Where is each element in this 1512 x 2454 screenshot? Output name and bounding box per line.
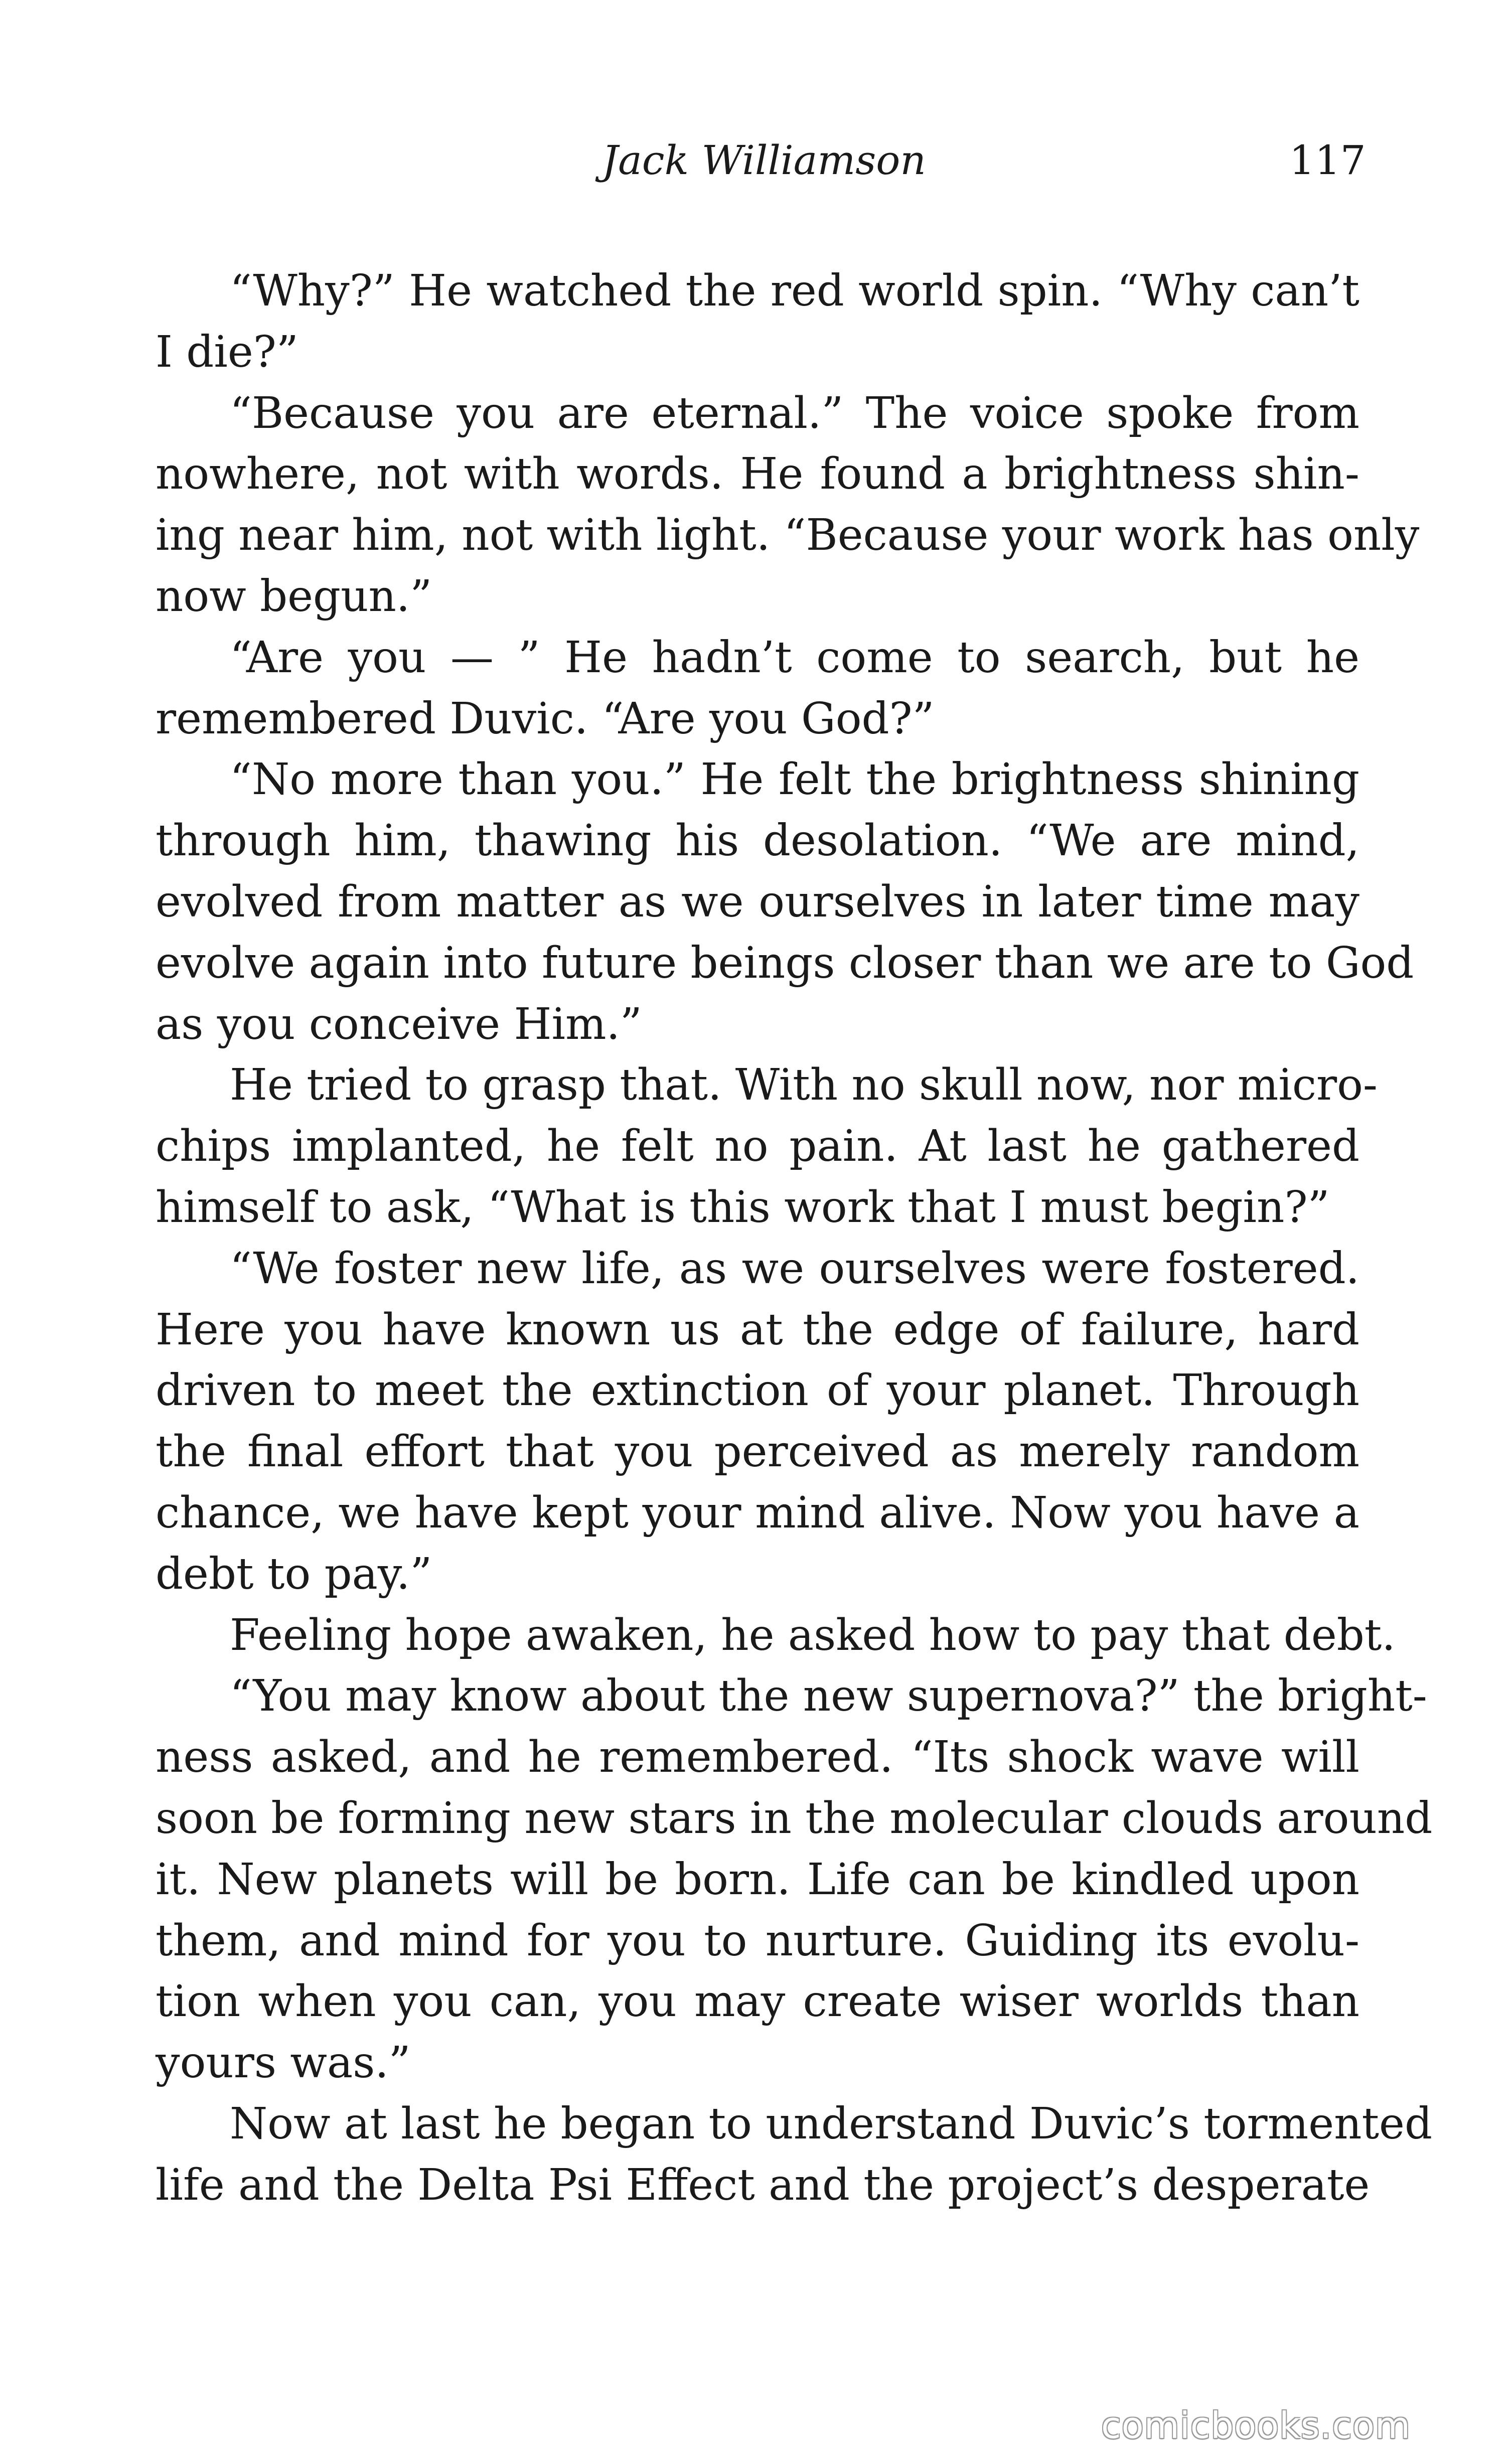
- text-line: evolved from matter as we ourselves in later time may: [156, 876, 1359, 927]
- text-line: I die?”: [156, 327, 298, 377]
- text-line: driven to meet the extinction of your planet. Through: [156, 1365, 1359, 1416]
- running-head-author: Jack Williamson: [602, 137, 926, 184]
- text-line: Feeling hope awaken, he asked how to pay that debt.: [230, 1610, 1396, 1660]
- text-line: ing near him, not with light. “Because your work has only: [156, 510, 1420, 561]
- text-line: tion when you can, you may create wiser worlds than: [156, 1976, 1359, 2027]
- text-line: He tried to grasp that. With no skull now, nor micro-: [230, 1060, 1378, 1111]
- text-line: ness asked, and he remembered. “Its shock wave will: [156, 1732, 1359, 1783]
- text-line: yours was.”: [156, 2038, 411, 2088]
- text-line: “Because you are eternal.” The voice spoke from: [230, 388, 1359, 438]
- text-line: “No more than you.” He felt the brightness shining: [230, 754, 1359, 805]
- page-number: 117: [1289, 137, 1366, 184]
- text-line: life and the Delta Psi Effect and the project’s desperate: [156, 2160, 1370, 2210]
- text-line: chips implanted, he felt no pain. At last he gathered: [156, 1121, 1359, 1172]
- text-line: Here you have known us at the edge of failure, hard: [156, 1304, 1359, 1355]
- text-line: “You may know about the new supernova?” the bright-: [230, 1671, 1427, 1722]
- text-line: debt to pay.”: [156, 1549, 432, 1599]
- text-line: as you conceive Him.”: [156, 999, 642, 1049]
- text-line: the final effort that you perceived as merely random: [156, 1427, 1359, 1477]
- text-line: now begun.”: [156, 571, 432, 622]
- text-line: “Are you — ” He hadn’t come to search, but he: [230, 632, 1359, 683]
- text-line: “Why?” He watched the red world spin. “Why can’t: [230, 266, 1359, 316]
- text-line: chance, we have kept your mind alive. Now you have a: [156, 1487, 1359, 1538]
- text-line: evolve again into future beings closer than we are to God: [156, 938, 1414, 988]
- watermark-logo: comicbooks.com: [1101, 2404, 1411, 2446]
- text-line: himself to ask, “What is this work that I must begin?”: [156, 1182, 1330, 1233]
- text-line: soon be forming new stars in the molecular clouds around: [156, 1793, 1433, 1844]
- text-line: nowhere, not with words. He found a brightness shin-: [156, 449, 1359, 500]
- text-line: it. New planets will be born. Life can be kindled upon: [156, 1854, 1359, 1905]
- text-line: “We foster new life, as we ourselves were fostered.: [230, 1243, 1359, 1294]
- text-line: them, and mind for you to nurture. Guiding its evolu-: [156, 1915, 1359, 1966]
- body-text: [156, 261, 1433, 2216]
- text-line: Now at last he began to understand Duvic’s tormented: [230, 2098, 1432, 2149]
- text-line: through him, thawing his desolation. “We are mind,: [156, 816, 1359, 866]
- text-line: remembered Duvic. “Are you God?”: [156, 693, 935, 744]
